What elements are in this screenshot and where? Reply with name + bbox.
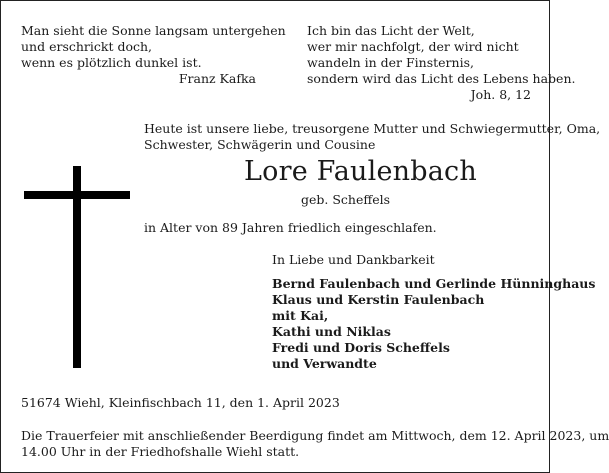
quote-reference: Joh. 8, 12 xyxy=(470,87,531,102)
birth-name: geb. Scheffels xyxy=(301,192,391,207)
passed-text: in Alter von 89 Jahren friedlich eingeschlafen. xyxy=(144,220,437,235)
mourner-line: Fredi und Doris Scheffels xyxy=(272,340,450,355)
place-date: 51674 Wiehl, Kleinfischbach 11, den 1. April 2023 xyxy=(21,395,340,410)
cross-icon-bar xyxy=(24,191,130,199)
kafka-quote xyxy=(21,23,286,87)
quote-line: wer mir nachfolgt, der wird nicht xyxy=(307,39,519,54)
quote-line: wenn es plötzlich dunkel ist. xyxy=(21,55,202,70)
quote-line: wandeln in der Finsternis, xyxy=(307,55,474,70)
mourners-list xyxy=(272,276,595,372)
bible-quote xyxy=(307,23,576,103)
mourner-line: Bernd Faulenbach und Gerlinde Hünninghaus xyxy=(272,276,596,291)
funeral-info xyxy=(21,428,609,460)
intro-line: Schwester, Schwägerin und Cousine xyxy=(144,137,376,152)
gratitude-text: In Liebe und Dankbarkeit xyxy=(272,252,435,267)
quote-line: Ich bin das Licht der Welt, xyxy=(307,23,475,38)
deceased-name: Lore Faulenbach xyxy=(244,156,477,187)
quote-line: sondern wird das Licht des Lebens haben. xyxy=(307,71,576,86)
intro-text xyxy=(144,121,601,153)
quote-line: Man sieht die Sonne langsam untergehen xyxy=(21,23,286,38)
funeral-line: Die Trauerfeier mit anschließender Beerdigung findet am Mittwoch, dem 12. April 2023, um xyxy=(21,428,609,443)
mourner-line: und Verwandte xyxy=(272,356,377,371)
mourner-line: Kathi und Niklas xyxy=(272,324,391,339)
quote-author: Franz Kafka xyxy=(178,71,256,86)
mourner-line: Klaus und Kerstin Faulenbach xyxy=(272,292,485,307)
quote-line: und erschrickt doch, xyxy=(21,39,153,54)
funeral-line: 14.00 Uhr in der Friedhofshalle Wiehl statt. xyxy=(21,444,300,459)
intro-line: Heute ist unsere liebe, treusorgene Mutter und Schwiegermutter, Oma, xyxy=(144,121,601,136)
mourner-line: mit Kai, xyxy=(272,308,329,323)
